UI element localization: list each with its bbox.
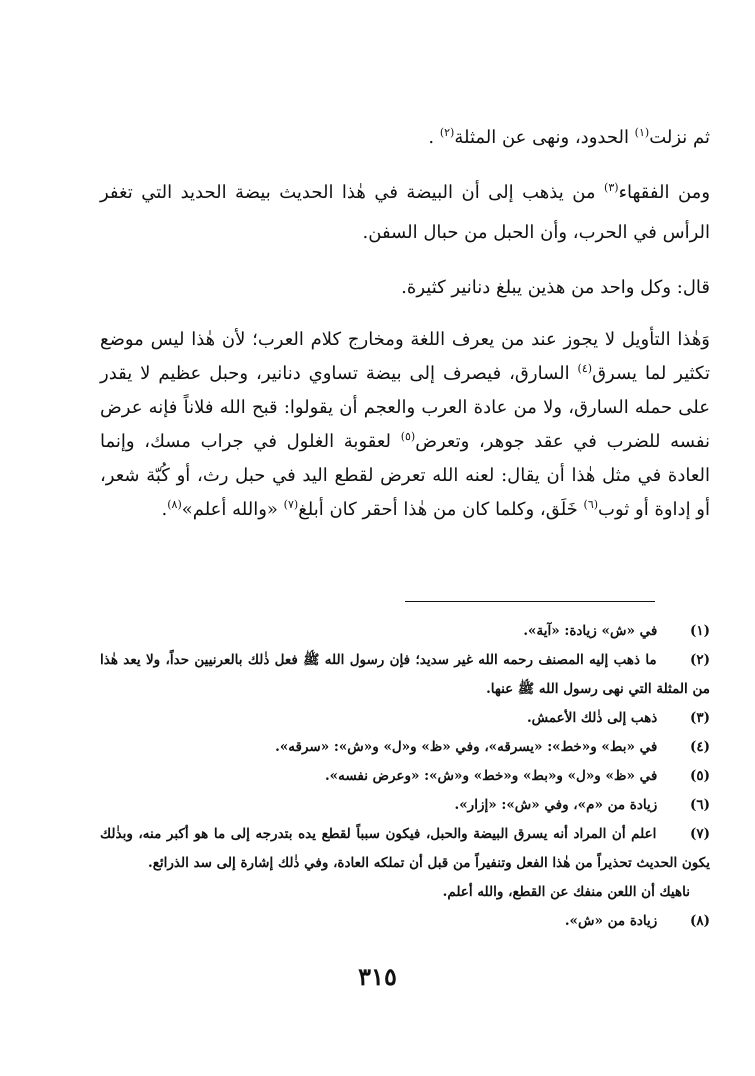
footnote-text: ما ذهب إليه المصنف رحمه الله غير سديد؛ فإن رسول الله ﷺ فعل ذٰلك بالعرنيين حداً، ولا يعد هٰذا من المثلة التي نهى رسول الله ﷺ عنها. — [100, 652, 710, 697]
footnote-number: (٤) — [689, 739, 710, 755]
footnote-ref: (٤) — [577, 362, 593, 375]
footnote-ref: (٦) — [583, 498, 599, 511]
text-span: قال: وكل واحد من هذين يبلغ دنانير كثيرة. — [401, 277, 710, 298]
footnote-text: في «بط» و«خط»: «يسرقه»، وفي «ظ» و«ل» و«ش»: «سرقه». — [275, 739, 658, 755]
footnote-1 — [100, 617, 710, 646]
footnote-4 — [100, 733, 710, 762]
paragraph-4 — [100, 323, 710, 527]
footnote-5 — [100, 762, 710, 791]
text-span: ومن الفقهاء — [618, 182, 711, 203]
paragraph-2 — [100, 173, 710, 253]
text-span: لعقوبة الغلول في جراب مسك، وإنما العادة في مثل هٰذا أن يقال: لعنه الله تعرض لقطع اليد في حبل رث، أو كُبّة شعر، أو إداوة أو ثوب — [100, 431, 710, 520]
page-number: ٣١٥ — [358, 962, 397, 991]
footnote-text: ذهب إلى ذٰلك الأعمش. — [526, 710, 658, 726]
footnote-8 — [100, 907, 710, 936]
main-text — [100, 118, 710, 527]
footnote-text: ناهيك أن اللعن منفك عن القطع، والله أعلم. — [442, 884, 690, 900]
footnote-ref: (٥) — [400, 430, 416, 443]
footnote-number: (٨) — [689, 913, 710, 929]
footnote-number: (٢) — [689, 652, 710, 668]
text-span: من يذهب إلى أن البيضة في هٰذا الحديث بيضة الحديد التي تغفر الرأس في الحرب، وأن الحبل من حبال السفن. — [100, 182, 710, 243]
footnote-3 — [100, 704, 710, 733]
text-span: خَلَق، وكلما كان من هٰذا أحقر كان أبلغ — [298, 499, 584, 520]
footnote-number: (٧) — [689, 826, 710, 842]
text-span: الحدود، ونهى عن المثلة — [454, 127, 635, 148]
footnote-text: في «ش» زيادة: «آية». — [523, 623, 658, 639]
text-span: السارق، فيصرف إلى بيضة تساوي دنانير، وحبل عظيم لا يقدر على حمله السارق، ولا من عادة العرب والعجم أن يقولوا: قبح الله فلاناً فإنه عرض نفسه للضرب في عقد جوهر، وتعرض — [100, 363, 710, 452]
paragraph-3 — [100, 268, 710, 308]
text-span: . — [428, 127, 440, 148]
text-span: «والله أعلم» — [181, 499, 284, 520]
footnote-number: (٦) — [689, 797, 710, 813]
footnote-ref: (٧) — [283, 498, 299, 511]
footnote-number: (٣) — [689, 710, 710, 726]
text-span: وَهٰذا التأويل لا يجوز عند من يعرف اللغة ومخارج كلام العرب؛ لأن هٰذا ليس موضع تكثير لما يسرق — [100, 329, 711, 384]
footnote-text: زيادة من «ش». — [564, 913, 658, 929]
footnotes — [100, 617, 710, 936]
footnote-divider — [405, 601, 655, 602]
footnote-ref: (١) — [634, 126, 650, 139]
text-span: . — [161, 499, 168, 520]
footnote-7 — [100, 820, 710, 878]
footnote-ref: (٣) — [604, 181, 619, 194]
footnote-number: (١) — [689, 623, 710, 639]
footnote-ref: (٢) — [439, 126, 455, 139]
text-span: ثم نزلت — [649, 127, 710, 148]
footnote-6 — [100, 791, 710, 820]
footnote-7-continuation — [100, 878, 710, 907]
footnote-text: اعلم أن المراد أنه يسرق البيضة والحبل، فيكون سبباً لقطع يده بتدرجه إلى ما هو أكبر منه، وبذٰلك يكون الحديث تحذيراً من هٰذا الفعل وتنفيراً من قبل أن تملكه العادة، وفي ذٰلك إشارة إلى سد الذرائع. — [100, 826, 710, 871]
footnote-text: زيادة من «م»، وفي «ش»: «إزار». — [454, 797, 658, 813]
footnote-2 — [100, 646, 710, 704]
footnote-number: (٥) — [689, 768, 710, 784]
footnote-text: في «ظ» و«ل» و«بط» و«خط» و«ش»: «وعرض نفسه». — [324, 768, 658, 784]
footnote-ref: (٨) — [167, 498, 182, 511]
paragraph-1 — [100, 118, 710, 158]
